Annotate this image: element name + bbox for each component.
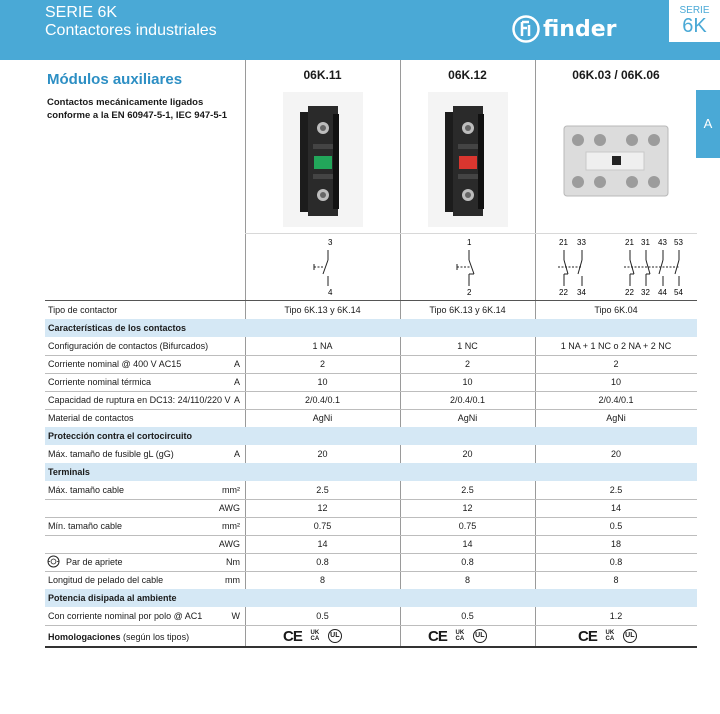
value-06k03-06k06: 0.5 [609, 521, 623, 531]
terminal-label: 21 [625, 238, 634, 247]
spec-label: Material de contactos [48, 413, 134, 423]
spec-row [45, 409, 697, 428]
value-06k03-06k06: 2.5 [609, 485, 623, 495]
terminal-label: 2 [467, 288, 472, 297]
value-06k03-06k06: 8 [613, 575, 619, 585]
approval-marks-06k11 [283, 628, 342, 644]
brand-name: finder [543, 16, 617, 42]
ce-mark: CE [578, 627, 597, 645]
spec-unit: W [231, 611, 240, 621]
column-header-06k12: 06K.12 [448, 68, 487, 82]
spec-label: Máx. tamaño cable [48, 485, 125, 495]
value-06k11: AgNi [312, 413, 333, 423]
ce-mark: CE [283, 627, 302, 645]
spec-label: Mín. tamaño cable [48, 521, 123, 531]
product-photo-06k11 [283, 92, 363, 232]
spec-unit: mm [225, 575, 240, 585]
product-photo-06k03-06k06 [560, 122, 672, 205]
spec-label: Longitud de pelado del cable [48, 575, 164, 585]
value-06k12: 8 [464, 575, 470, 585]
value-06k12: 14 [462, 539, 473, 549]
value-06k11: 8 [319, 575, 325, 585]
approval-marks-06k03-06k06 [578, 628, 637, 644]
serie-badge-label: SERIE [679, 5, 710, 16]
value-06k12: Tipo 6K.13 y 6K.14 [429, 305, 506, 315]
ukca-mark: UK CA [605, 630, 615, 642]
spec-row [45, 517, 697, 536]
section-label: Características de los contactos [48, 323, 187, 333]
series-subtitle: Contactores industriales [45, 22, 217, 39]
spec-label: Máx. tamaño de fusible gL (gG) [48, 449, 174, 459]
terminal-label: 31 [641, 238, 650, 247]
value-06k03-06k06: 0.8 [609, 557, 623, 567]
side-tab: A [696, 90, 720, 158]
value-06k12: 2/0.4/0.1 [449, 395, 486, 405]
finder-logo-icon [512, 15, 540, 43]
spec-row [45, 535, 697, 554]
spec-row [45, 445, 697, 464]
wiring-diagram-2na-2nc [622, 236, 692, 300]
section-header-row [45, 463, 697, 481]
terminal-label: 53 [674, 238, 683, 247]
spec-unit: AWG [218, 539, 240, 549]
spec-label: Con corriente nominal por polo @ AC1 [48, 611, 203, 621]
spec-unit: A [233, 395, 240, 405]
spec-unit: AWG [218, 503, 240, 513]
spec-row [45, 301, 697, 320]
approvals-label-bold: Homologaciones [48, 632, 121, 642]
value-06k03-06k06: 20 [610, 449, 621, 459]
value-06k11: 2/0.4/0.1 [304, 395, 341, 405]
approval-marks-06k12 [428, 628, 487, 644]
approvals-label-rest: (según los tipos) [123, 632, 190, 642]
value-06k11: 10 [317, 377, 328, 387]
spec-row [45, 571, 697, 590]
value-06k11: 0.5 [316, 611, 329, 621]
section-label: Potencia disipada al ambiente [48, 593, 177, 603]
value-06k03-06k06: Tipo 6K.04 [594, 305, 638, 315]
value-06k03-06k06: 1.2 [609, 611, 623, 621]
section-label: Protección contra el cortocircuito [48, 431, 193, 441]
terminal-label: 32 [641, 288, 650, 297]
value-06k11: 12 [317, 503, 328, 513]
header-bar [0, 0, 720, 60]
spec-row [45, 373, 697, 392]
torque-icon [47, 553, 60, 571]
section-subtitle: Contactos mecánicamente ligados conforme a la EN 60947-5-1, IEC 947-5-1 [47, 97, 228, 121]
spec-row [45, 481, 697, 500]
section-header-row [45, 319, 697, 337]
value-06k03-06k06: 18 [610, 539, 621, 549]
spec-row [45, 355, 697, 374]
ukca-mark: UK CA [310, 630, 320, 642]
terminal-label: 43 [658, 238, 667, 247]
series-title: SERIE 6K [45, 4, 118, 21]
terminal-label: 34 [577, 288, 586, 297]
spec-unit [195, 301, 240, 319]
serie-badge [669, 0, 720, 42]
value-06k11: 2.5 [316, 485, 329, 495]
value-06k03-06k06: 1 NA + 1 NC o 2 NA + 2 NC [560, 341, 672, 351]
product-photo-06k12 [428, 92, 508, 232]
spec-unit: mm² [222, 485, 240, 495]
terminal-label: 44 [658, 288, 667, 297]
wiring-diagram-no-contact [300, 236, 350, 300]
terminal-label: 21 [559, 238, 568, 247]
terminal-label: 33 [577, 238, 586, 247]
spec-unit: A [233, 359, 240, 369]
spec-row [45, 607, 697, 626]
value-06k11: 14 [317, 539, 328, 549]
value-06k11: Tipo 6K.13 y 6K.14 [284, 305, 361, 315]
ce-mark: CE [428, 627, 447, 645]
value-06k12: 0.8 [461, 557, 474, 567]
section-header-row [45, 427, 697, 445]
spec-unit [195, 409, 240, 427]
column-header-06k03-06k06: 06K.03 / 06K.06 [572, 68, 660, 82]
value-06k11: 1 NA [312, 341, 333, 351]
spec-label: Corriente nominal @ 400 V AC15 [48, 359, 182, 369]
section-title: Módulos auxiliares [47, 71, 183, 88]
value-06k12: 2.5 [461, 485, 474, 495]
value-06k12: 12 [462, 503, 473, 513]
spec-label: Tipo de contactor [48, 305, 118, 315]
spec-unit: A [233, 449, 240, 459]
value-06k12: AgNi [457, 413, 478, 423]
terminal-label: 3 [328, 238, 333, 247]
spec-unit [195, 337, 240, 355]
value-06k03-06k06: 14 [610, 503, 621, 513]
spec-label: Corriente nominal térmica [48, 377, 152, 387]
spec-label: Configuración de contactos (Bifurcados) [48, 341, 209, 351]
spec-label: Par de apriete [66, 557, 123, 567]
section-label: Terminals [48, 467, 90, 477]
spec-unit: Nm [226, 557, 240, 567]
value-06k03-06k06: 10 [610, 377, 621, 387]
section-header-row [45, 589, 697, 607]
value-06k12: 0.75 [458, 521, 477, 531]
ukca-mark: UK CA [455, 630, 465, 642]
value-06k03-06k06: 2/0.4/0.1 [598, 395, 634, 405]
value-06k03-06k06: AgNi [606, 413, 626, 423]
ul-mark: UL [328, 629, 342, 643]
value-06k11: 2 [319, 359, 325, 369]
finder-logo [512, 12, 617, 46]
terminal-label: 22 [625, 288, 634, 297]
spec-row [45, 553, 697, 572]
wiring-diagram-1na-1nc [556, 236, 596, 300]
wiring-diagram-nc-contact [447, 236, 497, 300]
column-header-06k11: 06K.11 [303, 68, 342, 82]
spec-row [45, 499, 697, 518]
value-06k12: 10 [462, 377, 473, 387]
serie-badge-code: 6K [682, 15, 707, 37]
value-06k12: 0.5 [461, 611, 474, 621]
terminal-label: 4 [328, 288, 333, 297]
terminal-label: 1 [467, 238, 472, 247]
spec-row [45, 337, 697, 356]
value-06k12: 2 [464, 359, 470, 369]
approvals-label [48, 628, 189, 646]
value-06k12: 1 NC [457, 341, 478, 351]
spec-label: Capacidad de ruptura en DC13: 24/110/220 V [48, 395, 231, 405]
value-06k12: 20 [462, 449, 473, 459]
photo-diagram-divider [245, 233, 697, 234]
terminal-label: 22 [559, 288, 568, 297]
value-06k03-06k06: 2 [613, 359, 619, 369]
ul-mark: UL [623, 629, 637, 643]
spec-unit: mm² [222, 521, 240, 531]
spec-unit: A [233, 377, 240, 387]
value-06k11: 0.75 [313, 521, 332, 531]
value-06k11: 20 [317, 449, 328, 459]
value-06k11: 0.8 [316, 557, 329, 567]
spec-row [45, 391, 697, 410]
terminal-label: 54 [674, 288, 683, 297]
table-bottom-rule [45, 646, 697, 648]
ul-mark: UL [473, 629, 487, 643]
